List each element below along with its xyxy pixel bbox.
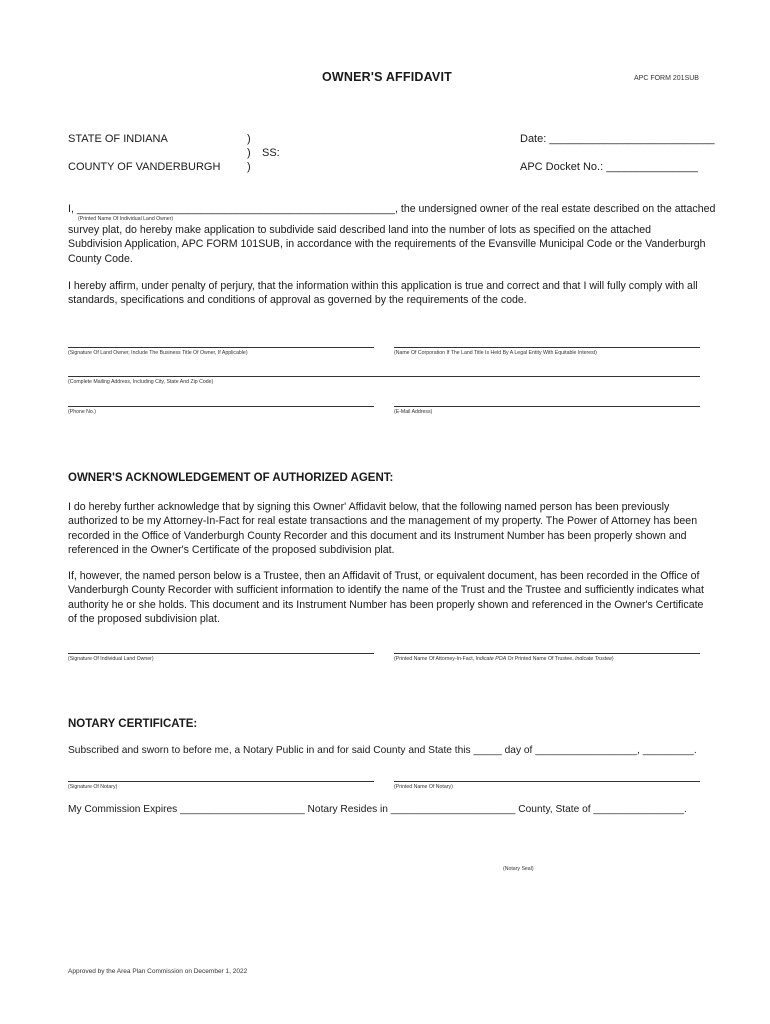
page-title: OWNER'S AFFIDAVIT (322, 70, 452, 84)
agent-printed-name-line[interactable] (394, 653, 700, 654)
notary-printed-name-caption: (Printed Name Of Notary) (394, 784, 453, 790)
agent-printed-name-caption: (Printed Name Of Attorney-In-Fact, Indicate POA Or Printed Name Of Trustee, Indicate Trustee) (394, 656, 614, 662)
state-label: STATE OF INDIANA (68, 133, 168, 145)
form-number: APC FORM 201SUB (634, 75, 699, 82)
perjury-paragraph: I hereby affirm, under penalty of perjury, that the information within this application is true and correct and that I will fully comply with all standards, specifications and conditions of approval as governed by the requirements of the code. (68, 280, 698, 307)
owner-name-line[interactable]: I, ______________________________________________________, the undersigned owner of the real estate described on the attached (68, 203, 716, 215)
application-paragraph: survey plat, do hereby make application to subdivide said described land into the number of lots as specified on the attached Subdivision Application, APC FORM 101SUB, in accordance with the requirements of the Evansville Municipal Code or the Vanderburgh County Code. (68, 224, 706, 265)
notary-signature-line[interactable] (68, 781, 374, 782)
agent-paragraph-2: If, however, the named person below is a Trustee, then an Affidavit of Trust, or equivalent document, has been recorded in the Office of Vanderburgh County Recorder with sufficient information to identify the name of the Trust and the Trustee and sufficiently indicates what authority he or she holds. This document and its Instrument Number has been properly shown and referenced in the Owner's Certificate of the proposed subdivision plat. (68, 570, 704, 625)
owner-signature-caption: (Signature Of Land Owner, Include The Business Title Of Owner, If Applicable) (68, 350, 248, 356)
notary-signature-caption: (Signature Of Notary) (68, 784, 118, 790)
agent-owner-signature-caption: (Signature Of Individual Land Owner) (68, 656, 154, 662)
notary-sworn-line[interactable]: Subscribed and sworn to before me, a Notary Public in and for said County and State this _____ day of __________________, _________. (68, 745, 697, 756)
notary-commission-line[interactable]: My Commission Expires ______________________ Notary Resides in ______________________ County, State of ________________. (68, 804, 687, 815)
apc-docket-field[interactable]: APC Docket No.: _______________ (520, 161, 698, 173)
notary-seal-caption: (Notary Seal) (503, 866, 534, 872)
phone-line[interactable] (68, 406, 374, 407)
corporation-name-caption: (Name Of Corporation If The Land Title Is Held By A Legal Entity With Equitable Interest) (394, 350, 597, 356)
venue-paren-1: ) (247, 133, 251, 145)
mailing-address-line[interactable] (68, 376, 700, 377)
county-label: COUNTY OF VANDERBURGH (68, 161, 221, 173)
email-caption: (E-Mail Address) (394, 409, 433, 415)
corporation-name-line[interactable] (394, 347, 700, 348)
notary-printed-name-line[interactable] (394, 781, 700, 782)
ss-label: SS: (262, 147, 280, 159)
venue-paren-2: ) (247, 147, 251, 159)
phone-caption: (Phone No.) (68, 409, 96, 415)
owner-signature-line[interactable] (68, 347, 374, 348)
notary-section-heading: NOTARY CERTIFICATE: (68, 718, 198, 730)
venue-paren-3: ) (247, 161, 251, 173)
agent-paragraph-1: I do hereby further acknowledge that by signing this Owner' Affidavit below, that the following named person has been previously authorized to be my Attorney-In-Fact for real estate transactions and the management of my property. The Power of Attorney has been recorded in the Office of Vanderburgh County Recorder and this document and its Instrument Number has been properly shown and referenced in the Owner's Certificate of the proposed subdivision plat. (68, 501, 698, 556)
agent-section-heading: OWNER'S ACKNOWLEDGEMENT OF AUTHORIZED AGENT: (68, 472, 394, 484)
agent-owner-signature-line[interactable] (68, 653, 374, 654)
printed-owner-name-caption: (Printed Name Of Individual Land Owner) (78, 216, 174, 222)
mailing-address-caption: (Complete Mailing Address, Including City, State And Zip Code) (68, 379, 214, 385)
email-line[interactable] (394, 406, 700, 407)
approval-footer: Approved by the Area Plan Commission on December 1, 2022 (68, 968, 248, 975)
date-field[interactable]: Date: ___________________________ (520, 133, 715, 145)
